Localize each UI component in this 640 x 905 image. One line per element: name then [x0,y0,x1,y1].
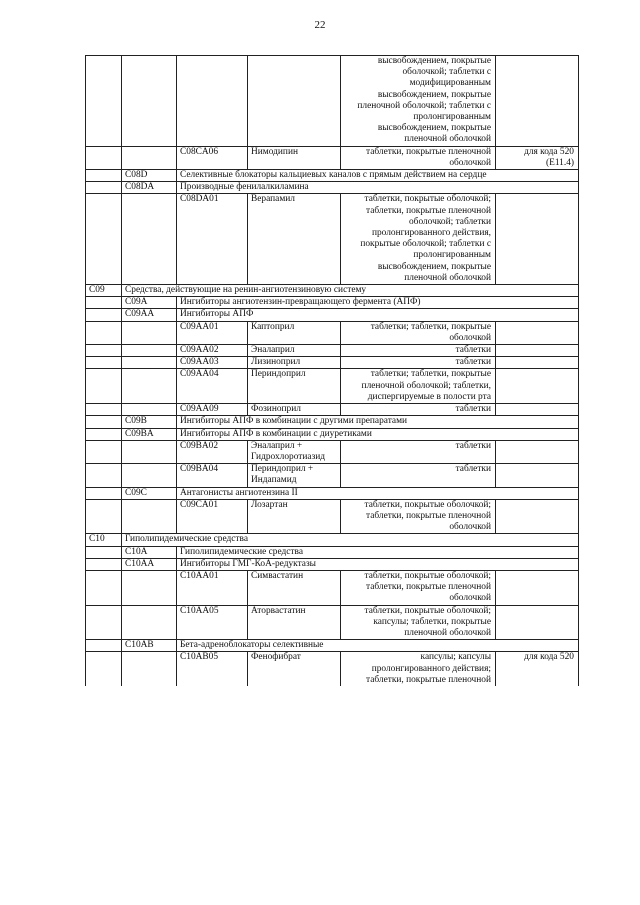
drug-code-cell: C08DA01 [177,194,248,285]
empty-cell [122,440,177,463]
empty-cell [122,56,177,147]
empty-cell [122,499,177,534]
empty-cell [86,640,122,652]
drug-code-cell: C08CA06 [177,146,248,169]
note-cell [496,194,579,285]
table-row [86,428,579,440]
drug-name-cell: Лозартан [248,499,341,534]
drug-code-cell: C10AA05 [177,605,248,640]
table-row [86,369,579,404]
dosage-form-cell: таблетки [341,404,496,416]
note-cell [496,570,579,605]
group-name-cell: Производные фенилалкиламина [177,182,579,194]
dosage-form-cell: таблетки [341,464,496,487]
drug-name-cell: Симвастатин [248,570,341,605]
drug-name-cell: Периндоприл + Индапамид [248,464,341,487]
drug-name-cell: Нимодипин [248,146,341,169]
empty-cell [122,146,177,169]
drug-name-cell: Эналаприл + Гидрохлоротиазид [248,440,341,463]
group-name-cell: Бета-адреноблокаторы селективные [177,640,579,652]
drug-code-cell: C09AA01 [177,321,248,344]
group-name-cell: Гиполипидемические средства [122,534,579,546]
empty-cell [86,182,122,194]
group-name-cell: Средства, действующие на ренин-ангиотензиновую систему [122,285,579,297]
dosage-form-cell: таблетки, покрытые пленочной оболочкой [341,146,496,169]
table-row [86,605,579,640]
empty-cell [86,369,122,404]
table-row [86,487,579,499]
empty-cell [86,570,122,605]
note-cell: для кода 520 (E11.4) [496,146,579,169]
empty-cell [86,194,122,285]
empty-cell [86,297,122,309]
table-row [86,404,579,416]
table-row [86,570,579,605]
empty-cell [86,558,122,570]
dosage-form-cell: таблетки, покрытые оболочкой; таблетки, покрытые пленочной оболочкой [341,499,496,534]
drug-code-cell: C09AA09 [177,404,248,416]
empty-cell [86,146,122,169]
dosage-form-cell: таблетки, покрытые оболочкой; таблетки, покрытые пленочной оболочкой; таблетки пролонгированного действия, покрытые оболочкой; таблетки с пролонгированным высвобождением, покрытые пленочной оболочкой [341,194,496,285]
drug-code-cell: C09BA04 [177,464,248,487]
table-row [86,357,579,369]
empty-cell [86,546,122,558]
empty-cell [86,605,122,640]
table-row [86,534,579,546]
atc-code-cell: C10A [122,546,177,558]
table-row [86,558,579,570]
empty-cell [86,309,122,321]
empty-cell [86,652,122,686]
atc-code-cell: C10AA [122,558,177,570]
atc-code-cell: C09C [122,487,177,499]
empty-cell [122,321,177,344]
empty-cell [86,499,122,534]
empty-cell [86,56,122,147]
table-row [86,321,579,344]
drug-code-cell: C10AB05 [177,652,248,686]
drug-code-cell: C09AA02 [177,345,248,357]
atc-code-cell: C10 [86,534,122,546]
table-row [86,170,579,182]
group-name-cell: Ингибиторы АПФ в комбинации с другими препаратами [177,416,579,428]
empty-cell [122,194,177,285]
drug-code-cell [177,56,248,147]
atc-code-cell: C09AA [122,309,177,321]
drug-name-cell: Эналаприл [248,345,341,357]
group-name-cell: Гиполипидемические средства [177,546,579,558]
table-row [86,640,579,652]
drug-code-cell: C09BA02 [177,440,248,463]
dosage-form-cell: высвобождением, покрытые оболочкой; таблетки с модифицированным высвобождением, покрытые пленочной оболочкой; таблетки с пролонгированным высвобождением, покрытые пленочной оболочкой [341,56,496,147]
table-row [86,297,579,309]
note-cell [496,464,579,487]
dosage-form-cell: таблетки; таблетки, покрытые оболочкой [341,321,496,344]
atc-code-cell: C08D [122,170,177,182]
table-row [86,464,579,487]
group-name-cell: Ингибиторы АПФ [177,309,579,321]
drug-code-cell: C09AA03 [177,357,248,369]
group-name-cell: Ингибиторы ангиотензин-превращающего фермента (АПФ) [177,297,579,309]
atc-code-cell: C10AB [122,640,177,652]
empty-cell [86,170,122,182]
drug-name-cell: Периндоприл [248,369,341,404]
group-name-cell: Антагонисты ангиотензина II [177,487,579,499]
dosage-form-cell: таблетки [341,440,496,463]
empty-cell [122,652,177,686]
table-row [86,194,579,285]
empty-cell [86,464,122,487]
dosage-form-cell: таблетки; таблетки, покрытые пленочной оболочкой; таблетки, диспергируемые в полости рта [341,369,496,404]
note-cell: для кода 520 [496,652,579,686]
note-cell [496,605,579,640]
dosage-form-cell: таблетки [341,357,496,369]
group-name-cell: Ингибиторы АПФ в комбинации с диуретиками [177,428,579,440]
note-cell [496,499,579,534]
table-body [86,56,579,686]
empty-cell [122,369,177,404]
atc-code-cell: C09 [86,285,122,297]
drug-name-cell [248,56,341,147]
atc-code-cell: C09BA [122,428,177,440]
table-row [86,182,579,194]
drug-name-cell: Аторвастатин [248,605,341,640]
drug-name-cell: Верапамил [248,194,341,285]
note-cell [496,321,579,344]
dosage-form-cell: таблетки, покрытые оболочкой; таблетки, покрытые пленочной оболочкой [341,570,496,605]
empty-cell [122,404,177,416]
drug-list-table-container [85,55,578,686]
table-row [86,56,579,147]
empty-cell [122,605,177,640]
empty-cell [122,464,177,487]
note-cell [496,345,579,357]
atc-code-cell: C09A [122,297,177,309]
table-row [86,440,579,463]
drug-name-cell: Фенофибрат [248,652,341,686]
dosage-form-cell: таблетки, покрытые оболочкой; капсулы; таблетки, покрытые пленочной оболочкой [341,605,496,640]
note-cell [496,56,579,147]
table-row [86,345,579,357]
empty-cell [86,404,122,416]
table-row [86,652,579,686]
empty-cell [86,428,122,440]
table-row [86,309,579,321]
empty-cell [122,570,177,605]
drug-name-cell: Лизиноприл [248,357,341,369]
empty-cell [122,357,177,369]
dosage-form-cell: капсулы; капсулы пролонгированного действия; таблетки, покрытые пленочной [341,652,496,686]
empty-cell [86,357,122,369]
table-row [86,146,579,169]
atc-code-cell: C09B [122,416,177,428]
group-name-cell: Ингибиторы ГМГ-КоА-редуктазы [177,558,579,570]
drug-name-cell: Фозиноприл [248,404,341,416]
empty-cell [86,345,122,357]
table-row [86,499,579,534]
table-row [86,416,579,428]
drug-list-table [85,55,579,686]
empty-cell [86,321,122,344]
atc-code-cell: C08DA [122,182,177,194]
drug-code-cell: C10AA01 [177,570,248,605]
table-row [86,546,579,558]
group-name-cell: Селективные блокаторы кальциевых каналов с прямым действием на сердце [177,170,579,182]
table-row [86,285,579,297]
empty-cell [86,487,122,499]
dosage-form-cell: таблетки [341,345,496,357]
drug-code-cell: C09AA04 [177,369,248,404]
note-cell [496,404,579,416]
drug-name-cell: Каптоприл [248,321,341,344]
note-cell [496,440,579,463]
drug-code-cell: C09CA01 [177,499,248,534]
empty-cell [86,440,122,463]
note-cell [496,369,579,404]
page-number: 22 [314,19,326,31]
empty-cell [86,416,122,428]
empty-cell [122,345,177,357]
note-cell [496,357,579,369]
